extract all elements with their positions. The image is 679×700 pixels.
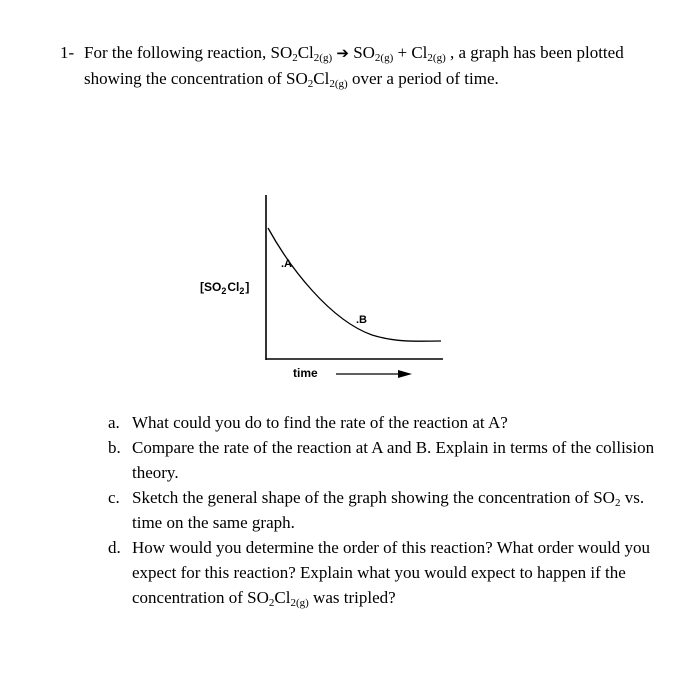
point-b-label: .B xyxy=(356,314,367,326)
point-a-label: .A xyxy=(281,258,292,270)
x-axis-label: time xyxy=(293,366,318,380)
part-a: a. What could you do to find the rate of the reaction at A? xyxy=(108,413,508,432)
decay-curve xyxy=(268,228,441,341)
y-axis-label: $[SO_2Cl_2]$ xyxy=(200,280,250,296)
part-b: b. Compare the rate of the reaction at A and B. Explain in terms of the collision theory. xyxy=(108,438,655,482)
question-number: 1- xyxy=(60,43,75,62)
part-c: c. Sketch the general shape of the graph showing the concentration of $SO_2$ vs. time on the same graph. xyxy=(108,488,645,532)
time-arrow-icon xyxy=(398,370,412,378)
sub-questions xyxy=(108,410,658,610)
part-d: d. How would you determine the order of this reaction? What order would you expect for this reaction? Explain what you would expect to happen if the concentration of $SO_2Cl_{2(g)}$ was tripled? xyxy=(108,538,651,609)
question-text: For the following reaction, $SO_2Cl_{2(g)}$ ➔ $SO_{2(g)} + Cl_{2(g)}$ , a graph has been plotted showing the concentration of $SO_2Cl_{2(g)}$ over a period of time. xyxy=(84,43,624,90)
reaction-arrow-icon: ➔ xyxy=(336,44,349,62)
